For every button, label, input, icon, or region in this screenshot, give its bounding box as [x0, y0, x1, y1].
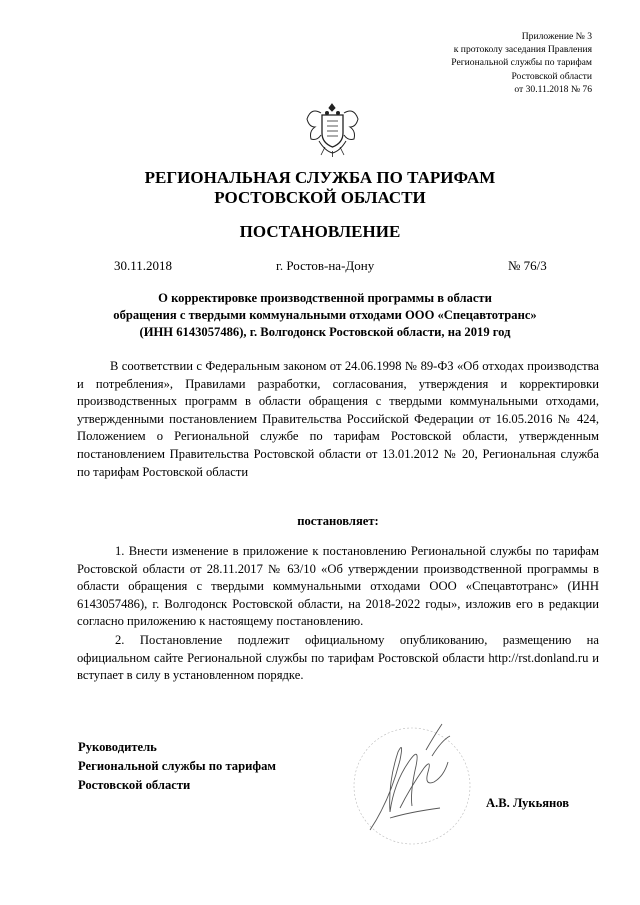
org-title-line-2: РОСТОВСКОЙ ОБЛАСТИ — [214, 188, 426, 207]
document-subject — [60, 290, 590, 341]
document-city: г. Ростов-на-Дону — [276, 258, 375, 273]
document-type: ПОСТАНОВЛЕНИЕ — [239, 222, 401, 241]
item-2-paragraph: 2. Постановление подлежит официальному опубликованию, размещению на официальном сайте Региональной службы по тарифам Ростовской области http://rst.donland.ru и вступает в силу в установленном порядке. — [77, 633, 599, 683]
signatory-title-line-3: Ростовской области — [78, 778, 191, 792]
preamble-paragraph: В соответствии с Федеральным законом от 24.06.1998 № 89-ФЗ «Об отходах производства и потребления», Правилами разработки, согласования, утверждения и корректировки производственных программ в области обращения с твердыми коммунальными отходами, утвержденными постановлением Правительства Российской Федерации от 16.05.2016 № 424, Положением о Региональной службе по тарифам Ростовской области, утвержденным постановлением Правительства Ростовской области от 13.01.2012 № 20, Региональная служба по тарифам Ростовской области — [77, 359, 599, 479]
signatory-name: А.В. Лукьянов — [486, 796, 570, 810]
document-date: 30.11.2018 — [114, 258, 173, 273]
signatory-title-line-2: Региональной службы по тарифам — [78, 759, 276, 773]
signatory-title — [78, 738, 276, 795]
appendix-line-5: от 30.11.2018 № 76 — [514, 83, 592, 95]
appendix-block — [332, 30, 592, 96]
appendix-line-4: Ростовской области — [511, 70, 592, 82]
appendix-line-2: к протоколу заседания Правления — [453, 44, 592, 56]
coat-of-arms-icon — [305, 101, 360, 158]
document-number: № 76/3 — [508, 258, 547, 273]
org-title-line-1: РЕГИОНАЛЬНАЯ СЛУЖБА ПО ТАРИФАМ — [144, 168, 496, 187]
subject-line-3: (ИНН 6143057486), г. Волгодонск Ростовской области, на 2019 год — [139, 325, 511, 339]
appendix-line-3: Региональной службы по тарифам — [451, 57, 592, 69]
appendix-line-1: Приложение № 3 — [521, 31, 592, 42]
item-1-paragraph: 1. Внести изменение в приложение к постановлению Региональной службы по тарифам Ростовской области от 28.11.2017 № 63/10 «Об утверждении производственной программы в области обращения с твердыми коммунальными отходами ООО «Спецавтотранс» (ИНН 6143057486), г. Волгодонск Ростовской области, на 2018-2022 годы», изложив его в редакции согласно приложению к настоящему постановлению. — [77, 544, 599, 629]
subject-line-1: О корректировке производственной программы в области — [158, 291, 492, 305]
signatory-title-line-1: Руководитель — [78, 740, 157, 754]
decree-word: постановляет: — [297, 514, 379, 528]
handwritten-signature-icon — [330, 720, 480, 850]
subject-line-2: обращения с твердыми коммунальными отходами ООО «Спецавтотранс» — [113, 308, 537, 322]
